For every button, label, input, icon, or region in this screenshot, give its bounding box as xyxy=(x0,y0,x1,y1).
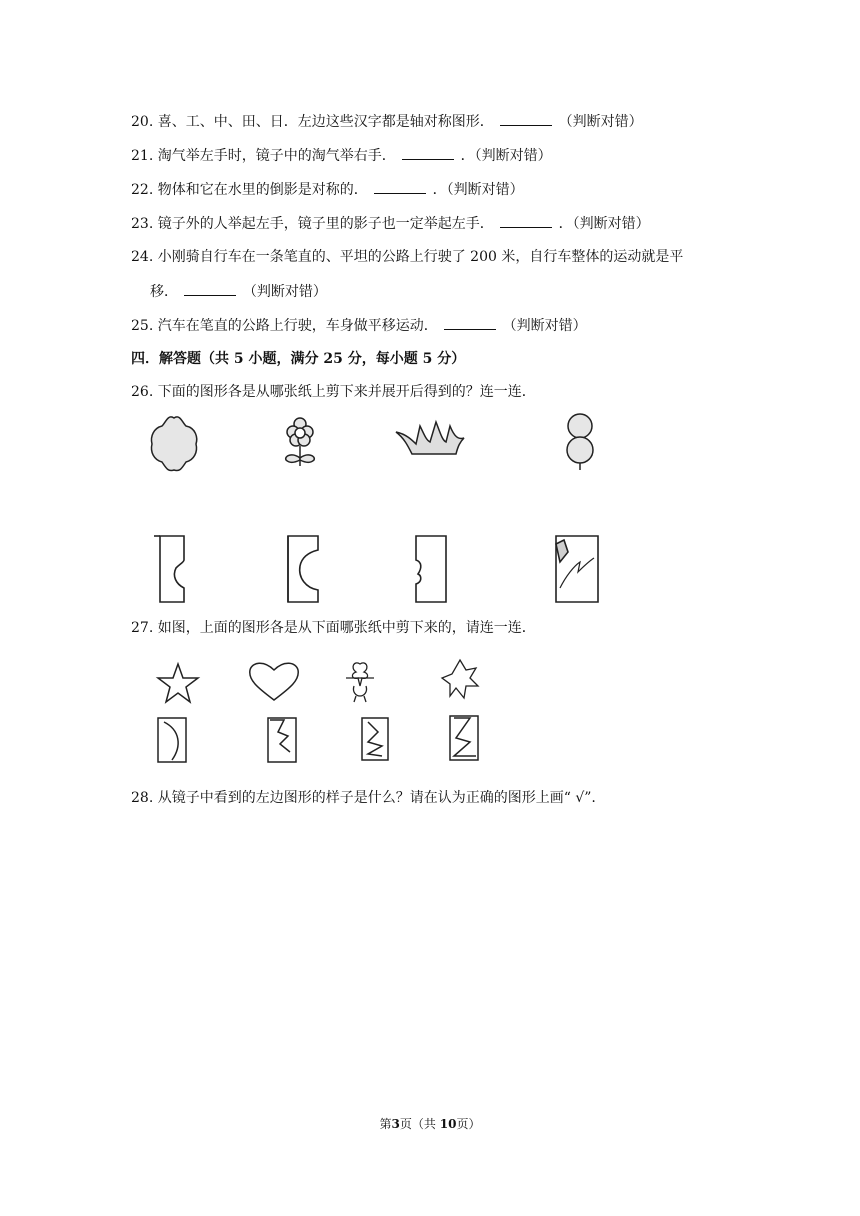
question-27 xyxy=(131,618,536,638)
q27-shape-star[interactable] xyxy=(158,664,198,702)
footer-middle: 页（共 xyxy=(399,1117,440,1131)
q26-shape-ornament[interactable] xyxy=(151,417,196,471)
question-24-continued xyxy=(150,281,327,302)
question-suffix: （判断对错） xyxy=(242,284,327,300)
answer-blank[interactable] xyxy=(374,179,426,194)
q26-shape-flower[interactable] xyxy=(286,418,315,466)
q26-paper-1[interactable] xyxy=(154,536,184,602)
q27-shape-heart[interactable] xyxy=(250,663,299,700)
question-text: 物体和它在水里的倒影是对称的． xyxy=(157,182,368,198)
question-number: 20. xyxy=(131,114,154,130)
question-number: 25. xyxy=(131,318,154,334)
question-number: 24. xyxy=(131,249,154,265)
question-24 xyxy=(131,247,683,267)
question-text: 淘气举左手时，镜子中的淘气举右手． xyxy=(157,148,396,164)
q27-shape-ornament[interactable] xyxy=(346,663,374,702)
q27-paper-3[interactable] xyxy=(362,718,388,760)
question-suffix: ．（判断对错） xyxy=(460,148,552,164)
question-26 xyxy=(131,382,536,402)
q26-paper-2[interactable] xyxy=(288,536,318,602)
question-text: 从镜子中看到的左边图形的样子是什么？请在认为正确的图形上画“ √”. xyxy=(157,790,596,806)
question-21 xyxy=(131,145,552,166)
question-text: 喜、工、中、田、日．左边这些汉字都是轴对称图形． xyxy=(157,114,494,130)
footer-suffix: 页） xyxy=(456,1117,481,1131)
question-25 xyxy=(131,315,587,336)
question-23 xyxy=(131,213,650,234)
q27-paper-4[interactable] xyxy=(450,716,478,760)
question-suffix: ．（判断对错） xyxy=(432,182,524,198)
question-suffix: （判断对错） xyxy=(558,114,643,130)
question-text: 镜子外的人举起左手，镜子里的影子也一定举起左手． xyxy=(157,216,494,232)
question-number: 27. xyxy=(131,620,154,636)
total-pages: 10 xyxy=(439,1117,457,1131)
question-text-continued: 移． xyxy=(150,284,178,300)
question-number: 21. xyxy=(131,148,154,164)
question-number: 26. xyxy=(131,384,154,400)
answer-blank[interactable] xyxy=(184,281,236,296)
q27-figures xyxy=(150,656,510,770)
section-heading: 四．解答题（共 5 小题，满分 25 分，每小题 5 分） xyxy=(131,351,466,367)
question-text: 如图，上面的图形各是从下面哪张纸中剪下来的，请连一连． xyxy=(157,620,536,636)
q26-shape-grass[interactable] xyxy=(396,422,464,454)
current-page: 3 xyxy=(391,1117,400,1131)
q26-shape-double-circle[interactable] xyxy=(567,414,593,470)
answer-blank[interactable] xyxy=(500,111,552,126)
q27-shape-leaf-star[interactable] xyxy=(442,660,478,698)
question-text: 小刚骑自行车在一条笔直的、平坦的公路上行驶了 200 米，自行车整体的运动就是平 xyxy=(157,249,684,265)
q27-paper-1[interactable] xyxy=(158,718,186,762)
question-number: 28. xyxy=(131,790,154,806)
q26-paper-4[interactable] xyxy=(556,536,598,602)
q26-paper-3[interactable] xyxy=(416,536,446,602)
question-22 xyxy=(131,179,524,200)
answer-blank[interactable] xyxy=(402,145,454,160)
answer-blank[interactable] xyxy=(500,213,552,228)
question-suffix: ．（判断对错） xyxy=(558,216,650,232)
q26-figures xyxy=(150,412,670,616)
q27-paper-2[interactable] xyxy=(268,718,296,762)
question-text: 汽车在笔直的公路上行驶，车身做平移运动． xyxy=(157,318,438,334)
footer-prefix: 第 xyxy=(379,1117,392,1131)
question-28 xyxy=(131,788,596,808)
question-number: 22. xyxy=(131,182,154,198)
page-footer xyxy=(0,1115,860,1132)
answer-blank[interactable] xyxy=(444,315,496,330)
question-number: 23. xyxy=(131,216,154,232)
question-20 xyxy=(131,111,643,132)
question-suffix: （判断对错） xyxy=(502,318,587,334)
question-text: 下面的图形各是从哪张纸上剪下来并展开后得到的？连一连． xyxy=(157,384,536,400)
